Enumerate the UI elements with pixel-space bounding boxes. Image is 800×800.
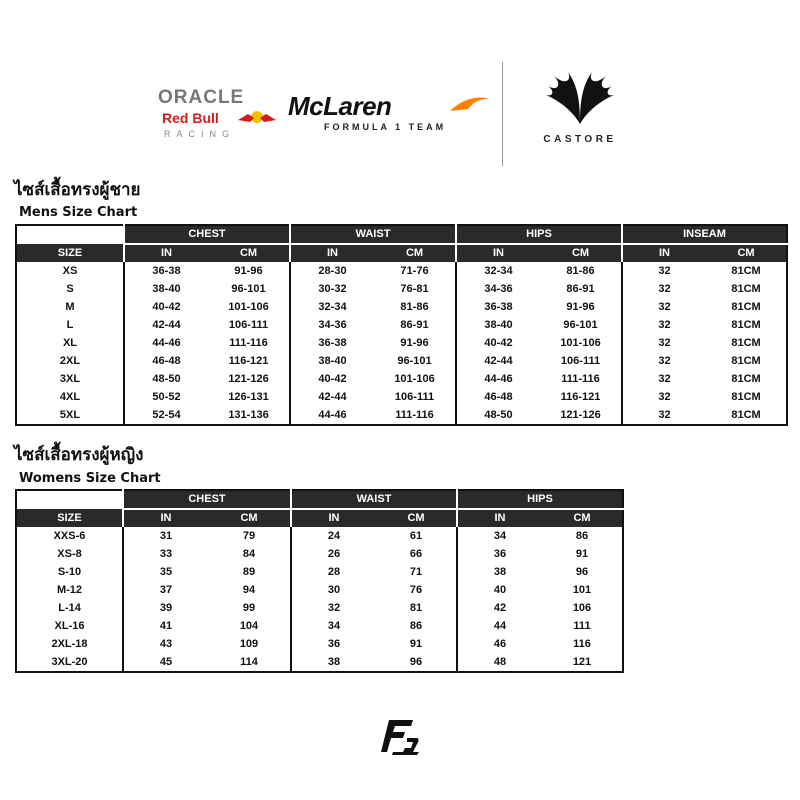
size-cell: M — [65, 301, 75, 313]
table-cell: 46-48 — [124, 352, 208, 370]
table-cell: 43 — [123, 635, 208, 653]
table-cell: 32-34 — [456, 262, 540, 280]
mens-header-hips: HIPS — [456, 225, 622, 244]
table-cell: 121 — [572, 656, 592, 668]
table-cell: 131-136 — [228, 409, 269, 421]
size-cell: L — [66, 319, 74, 331]
table-cell: 79 — [242, 530, 256, 542]
table-cell: 96-101 — [397, 355, 432, 367]
table-cell: 61 — [409, 530, 423, 542]
table-cell: 81CM — [731, 337, 761, 349]
size-cell: S — [66, 283, 74, 295]
table-cell: 32 — [291, 599, 376, 617]
table-cell: 36 — [457, 545, 542, 563]
table-cell: 91 — [575, 548, 589, 560]
redbull-line3: RACING — [164, 129, 236, 139]
table-cell: 39 — [123, 599, 208, 617]
table-cell: 81CM — [731, 265, 761, 277]
table-row — [16, 406, 787, 425]
table-cell: 32 — [622, 406, 706, 425]
table-cell: 126-131 — [228, 391, 269, 403]
size-cell: XS-8 — [57, 548, 82, 560]
size-cell: 2XL — [59, 355, 81, 367]
table-cell: 32 — [622, 316, 706, 334]
table-cell: 38 — [457, 563, 542, 581]
table-cell: 86 — [575, 530, 589, 542]
redbull-line2: Red Bull — [162, 110, 219, 126]
womens-size-table — [15, 489, 624, 673]
mens-hips-in: IN — [456, 244, 540, 262]
table-cell: 66 — [409, 548, 423, 560]
size-cell: 3XL — [59, 373, 81, 385]
table-cell: 42-44 — [456, 352, 540, 370]
womens-title-thai: ไซส์เสื้อทรงผู้หญิง — [14, 445, 144, 465]
womens-title-en: Womens Size Chart — [19, 471, 161, 486]
womens-chest-in: IN — [123, 509, 208, 527]
table-cell: 38-40 — [290, 352, 374, 370]
table-cell: 104 — [239, 620, 259, 632]
table-cell: 34-36 — [456, 280, 540, 298]
mens-title-en: Mens Size Chart — [19, 205, 138, 220]
castore-wordmark: CASTORE — [543, 134, 617, 145]
table-cell: 34 — [457, 527, 542, 545]
table-row — [16, 563, 623, 581]
table-row — [16, 599, 623, 617]
mens-hips-cm: CM — [540, 244, 622, 262]
table-cell: 116 — [573, 638, 591, 650]
mens-inseam-in: IN — [622, 244, 706, 262]
table-cell: 44-46 — [124, 334, 208, 352]
mens-title-thai: ไซส์เสื้อทรงผู้ชาย — [14, 180, 141, 200]
table-cell: 81CM — [731, 301, 761, 313]
table-cell: 38 — [291, 653, 376, 672]
table-cell: 99 — [242, 602, 256, 614]
table-row — [16, 653, 623, 672]
table-cell: 86-91 — [400, 319, 429, 331]
mclaren-swoosh-icon — [448, 95, 492, 113]
womens-header-chest: CHEST — [123, 490, 291, 509]
size-cell: S-10 — [57, 566, 82, 578]
redbull-racing-logo — [158, 88, 280, 148]
table-cell: 121-126 — [560, 409, 601, 421]
table-cell: 44 — [457, 617, 542, 635]
mclaren-name: McLaren — [288, 91, 392, 121]
table-row — [16, 280, 787, 298]
table-cell: 84 — [242, 548, 256, 560]
table-cell: 38-40 — [124, 280, 208, 298]
table-cell: 36-38 — [290, 334, 374, 352]
logo-divider — [502, 62, 503, 166]
table-cell: 42-44 — [124, 316, 208, 334]
table-cell: 44-46 — [456, 370, 540, 388]
table-cell: 32 — [622, 370, 706, 388]
table-cell: 38-40 — [456, 316, 540, 334]
table-row — [16, 545, 623, 563]
table-cell: 41 — [123, 617, 208, 635]
table-cell: 46-48 — [456, 388, 540, 406]
table-cell: 76 — [409, 584, 423, 596]
mens-header-chest: CHEST — [124, 225, 290, 244]
table-cell: 30 — [291, 581, 376, 599]
table-row — [16, 527, 623, 545]
mclaren-subtitle: FORMULA 1 TEAM — [324, 122, 447, 132]
mens-chest-cm: CM — [208, 244, 290, 262]
table-cell: 32 — [622, 388, 706, 406]
table-cell: 34 — [291, 617, 376, 635]
table-cell: 111-116 — [229, 337, 268, 349]
size-cell: XL — [62, 337, 78, 349]
size-cell: 2XL-18 — [51, 638, 88, 650]
womens-hips-cm: CM — [542, 509, 623, 527]
castore-wings-icon — [532, 66, 628, 130]
table-cell: 32 — [622, 298, 706, 316]
table-cell: 32 — [622, 334, 706, 352]
table-cell: 96 — [575, 566, 589, 578]
mens-header-inseam: INSEAM — [622, 225, 787, 244]
table-cell: 32-34 — [290, 298, 374, 316]
womens-chest-cm: CM — [208, 509, 291, 527]
table-cell: 40 — [457, 581, 542, 599]
table-cell: 30-32 — [290, 280, 374, 298]
table-cell: 81CM — [731, 355, 761, 367]
table-cell: 45 — [123, 653, 208, 672]
table-cell: 91-96 — [566, 301, 595, 313]
table-cell: 91-96 — [234, 265, 263, 277]
table-cell: 42 — [457, 599, 542, 617]
table-cell: 111 — [573, 620, 591, 632]
table-cell: 40-42 — [456, 334, 540, 352]
castore-logo — [520, 66, 640, 156]
redbull-line1: ORACLE — [158, 87, 245, 108]
table-cell: 96-101 — [231, 283, 266, 295]
table-cell: 96 — [409, 656, 423, 668]
womens-hips-in: IN — [457, 509, 542, 527]
table-cell: 26 — [291, 545, 376, 563]
table-cell: 81CM — [731, 373, 761, 385]
table-cell: 101-106 — [394, 373, 435, 385]
table-cell: 34-36 — [290, 316, 374, 334]
table-cell: 116-121 — [228, 355, 269, 367]
table-row — [16, 635, 623, 653]
mclaren-logo — [288, 92, 488, 142]
red-bull-icon — [236, 106, 278, 128]
size-cell: 5XL — [59, 409, 81, 421]
mens-chest-in: IN — [124, 244, 208, 262]
table-cell: 36-38 — [124, 262, 208, 280]
mens-inseam-cm: CM — [706, 244, 787, 262]
table-cell: 48-50 — [456, 406, 540, 425]
table-cell: 94 — [242, 584, 256, 596]
table-cell: 71-76 — [400, 265, 429, 277]
table-cell: 37 — [123, 581, 208, 599]
table-cell: 81CM — [731, 319, 761, 331]
table-cell: 36 — [291, 635, 376, 653]
mens-waist-cm: CM — [374, 244, 456, 262]
table-cell: 40-42 — [124, 298, 208, 316]
table-cell: 114 — [240, 656, 258, 668]
table-cell: 40-42 — [290, 370, 374, 388]
mens-size-table — [15, 224, 788, 426]
table-cell: 48-50 — [124, 370, 208, 388]
table-cell: 81CM — [731, 283, 761, 295]
table-cell: 24 — [291, 527, 376, 545]
table-row — [16, 334, 787, 352]
table-cell: 81CM — [731, 391, 761, 403]
table-cell: 106-111 — [560, 355, 601, 367]
size-cell: XXS-6 — [53, 530, 86, 542]
table-cell: 71 — [409, 566, 423, 578]
womens-header-hips: HIPS — [457, 490, 623, 509]
womens-waist-cm: CM — [376, 509, 457, 527]
table-cell: 91-96 — [400, 337, 429, 349]
table-cell: 48 — [457, 653, 542, 672]
size-cell: 3XL-20 — [51, 656, 88, 668]
table-cell: 89 — [242, 566, 256, 578]
table-cell: 32 — [622, 262, 706, 280]
table-cell: 111-116 — [561, 373, 600, 385]
table-cell: 86-91 — [566, 283, 595, 295]
table-cell: 52-54 — [124, 406, 208, 425]
table-cell: 101 — [572, 584, 592, 596]
table-cell: 42-44 — [290, 388, 374, 406]
table-row — [16, 581, 623, 599]
womens-header-size: SIZE — [16, 509, 123, 527]
table-cell: 121-126 — [228, 373, 269, 385]
table-cell: 44-46 — [290, 406, 374, 425]
mens-header-waist: WAIST — [290, 225, 456, 244]
table-cell: 46 — [457, 635, 542, 653]
table-row — [16, 352, 787, 370]
table-cell: 32 — [622, 352, 706, 370]
table-cell: 81-86 — [400, 301, 429, 313]
table-cell: 32 — [622, 280, 706, 298]
store-logo-icon — [379, 718, 421, 760]
mens-header-size: SIZE — [16, 244, 124, 262]
table-cell: 81CM — [731, 409, 761, 421]
womens-header-waist: WAIST — [291, 490, 457, 509]
womens-waist-in: IN — [291, 509, 376, 527]
table-cell: 101-106 — [228, 301, 269, 313]
table-row — [16, 298, 787, 316]
table-cell: 28 — [291, 563, 376, 581]
table-cell: 33 — [123, 545, 208, 563]
table-cell: 36-38 — [456, 298, 540, 316]
table-cell: 35 — [123, 563, 208, 581]
table-cell: 91 — [409, 638, 423, 650]
table-cell: 28-30 — [290, 262, 374, 280]
table-cell: 86 — [409, 620, 423, 632]
table-cell: 111-116 — [395, 409, 434, 421]
table-cell: 31 — [123, 527, 208, 545]
table-row — [16, 316, 787, 334]
table-cell: 106-111 — [228, 319, 269, 331]
table-cell: 106 — [572, 602, 592, 614]
brand-logos — [0, 0, 800, 170]
table-cell: 106-111 — [394, 391, 435, 403]
mens-waist-in: IN — [290, 244, 374, 262]
table-cell: 81 — [409, 602, 423, 614]
table-row — [16, 388, 787, 406]
size-cell: 4XL — [59, 391, 81, 403]
table-cell: 96-101 — [563, 319, 598, 331]
table-cell: 101-106 — [560, 337, 601, 349]
size-cell: L-14 — [58, 602, 81, 614]
size-cell: XL-16 — [54, 620, 85, 632]
table-row — [16, 617, 623, 635]
table-cell: 116-121 — [560, 391, 601, 403]
size-cell: XS — [62, 265, 78, 277]
table-cell: 50-52 — [124, 388, 208, 406]
table-row — [16, 370, 787, 388]
table-cell: 76-81 — [400, 283, 429, 295]
table-cell: 81-86 — [566, 265, 595, 277]
table-row — [16, 262, 787, 280]
size-cell: M-12 — [56, 584, 83, 596]
table-cell: 109 — [239, 638, 259, 650]
